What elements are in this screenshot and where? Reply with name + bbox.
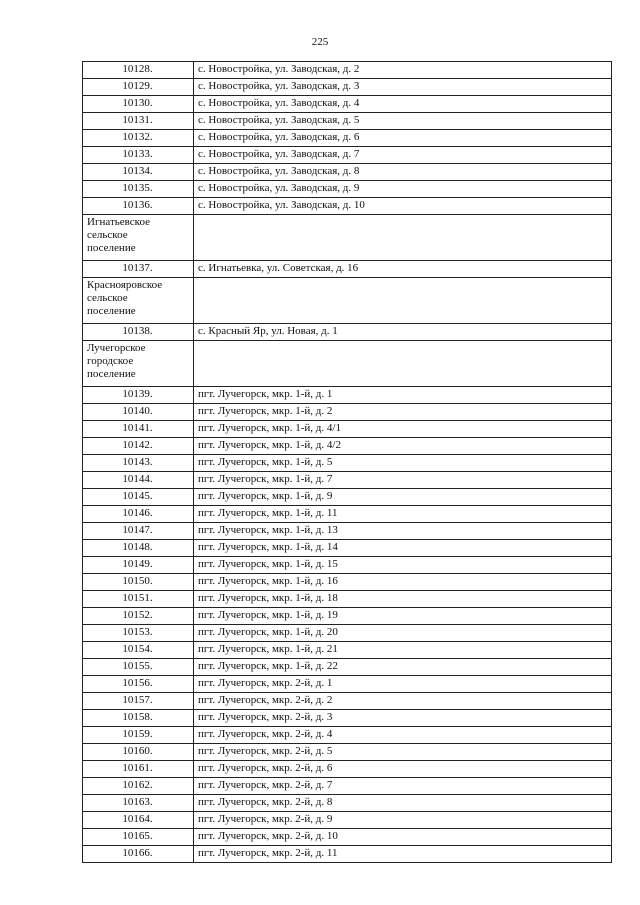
row-address: пгт. Лучегорск, мкр. 2-й, д. 10 xyxy=(194,829,612,846)
table-row xyxy=(83,79,612,96)
row-address: пгт. Лучегорск, мкр. 2-й, д. 3 xyxy=(194,710,612,727)
row-address: пгт. Лучегорск, мкр. 1-й, д. 7 xyxy=(194,472,612,489)
row-address: с. Новостройка, ул. Заводская, д. 9 xyxy=(194,181,612,198)
row-address: пгт. Лучегорск, мкр. 2-й, д. 4 xyxy=(194,727,612,744)
table-row xyxy=(83,761,612,778)
row-address: пгт. Лучегорск, мкр. 2-й, д. 7 xyxy=(194,778,612,795)
row-address: с. Новостройка, ул. Заводская, д. 6 xyxy=(194,130,612,147)
settlement-name-line: поселение xyxy=(87,368,136,380)
row-address: с. Игнатьевка, ул. Советская, д. 16 xyxy=(194,261,612,278)
table-row xyxy=(83,113,612,130)
row-number: 10143. xyxy=(83,455,194,472)
row-address: с. Новостройка, ул. Заводская, д. 5 xyxy=(194,113,612,130)
empty-cell xyxy=(194,215,612,261)
row-number: 10153. xyxy=(83,625,194,642)
row-number: 10147. xyxy=(83,523,194,540)
row-number: 10150. xyxy=(83,574,194,591)
settlement-name-line: сельское xyxy=(87,292,128,304)
table-row xyxy=(83,744,612,761)
settlement-name xyxy=(83,215,194,261)
row-number: 10134. xyxy=(83,164,194,181)
row-number: 10152. xyxy=(83,608,194,625)
row-address: с. Новостройка, ул. Заводская, д. 10 xyxy=(194,198,612,215)
table-row xyxy=(83,455,612,472)
row-address: с. Новостройка, ул. Заводская, д. 2 xyxy=(194,62,612,79)
settlement-name xyxy=(83,278,194,324)
table-row xyxy=(83,710,612,727)
table-row xyxy=(83,421,612,438)
row-number: 10151. xyxy=(83,591,194,608)
settlement-name-line: Лучегорское xyxy=(87,342,146,354)
row-number: 10164. xyxy=(83,812,194,829)
row-number: 10156. xyxy=(83,676,194,693)
table-row xyxy=(83,625,612,642)
table-row xyxy=(83,261,612,278)
table-row xyxy=(83,557,612,574)
empty-cell xyxy=(194,341,612,387)
row-number: 10128. xyxy=(83,62,194,79)
row-address: пгт. Лучегорск, мкр. 2-й, д. 2 xyxy=(194,693,612,710)
table-row xyxy=(83,812,612,829)
table-row xyxy=(83,795,612,812)
row-number: 10133. xyxy=(83,147,194,164)
section-row xyxy=(83,278,612,324)
table-row xyxy=(83,523,612,540)
row-address: с. Новостройка, ул. Заводская, д. 4 xyxy=(194,96,612,113)
row-number: 10157. xyxy=(83,693,194,710)
row-number: 10136. xyxy=(83,198,194,215)
table-row xyxy=(83,693,612,710)
row-address: пгт. Лучегорск, мкр. 1-й, д. 2 xyxy=(194,404,612,421)
table-row xyxy=(83,489,612,506)
table-row xyxy=(83,659,612,676)
row-number: 10142. xyxy=(83,438,194,455)
table-row xyxy=(83,438,612,455)
row-address: пгт. Лучегорск, мкр. 1-й, д. 9 xyxy=(194,489,612,506)
table-row xyxy=(83,676,612,693)
row-number: 10160. xyxy=(83,744,194,761)
row-address: пгт. Лучегорск, мкр. 2-й, д. 5 xyxy=(194,744,612,761)
page-number: 225 xyxy=(311,36,329,48)
row-address: пгт. Лучегорск, мкр. 2-й, д. 8 xyxy=(194,795,612,812)
row-address: пгт. Лучегорск, мкр. 2-й, д. 6 xyxy=(194,761,612,778)
table-row xyxy=(83,540,612,557)
address-table-body xyxy=(83,62,612,863)
row-address: пгт. Лучегорск, мкр. 1-й, д. 21 xyxy=(194,642,612,659)
row-number: 10135. xyxy=(83,181,194,198)
row-number: 10131. xyxy=(83,113,194,130)
row-number: 10129. xyxy=(83,79,194,96)
row-address: пгт. Лучегорск, мкр. 1-й, д. 14 xyxy=(194,540,612,557)
row-address: с. Новостройка, ул. Заводская, д. 8 xyxy=(194,164,612,181)
address-table xyxy=(82,61,612,863)
row-address: пгт. Лучегорск, мкр. 1-й, д. 11 xyxy=(194,506,612,523)
row-number: 10137. xyxy=(83,261,194,278)
row-number: 10141. xyxy=(83,421,194,438)
table-row xyxy=(83,147,612,164)
row-number: 10139. xyxy=(83,387,194,404)
settlement-name xyxy=(83,341,194,387)
row-address: пгт. Лучегорск, мкр. 2-й, д. 9 xyxy=(194,812,612,829)
row-address: пгт. Лучегорск, мкр. 1-й, д. 19 xyxy=(194,608,612,625)
settlement-name-line: сельское xyxy=(87,229,128,241)
row-address: с. Красный Яр, ул. Новая, д. 1 xyxy=(194,324,612,341)
row-number: 10161. xyxy=(83,761,194,778)
row-number: 10162. xyxy=(83,778,194,795)
table-row xyxy=(83,574,612,591)
row-number: 10163. xyxy=(83,795,194,812)
row-address: пгт. Лучегорск, мкр. 1-й, д. 22 xyxy=(194,659,612,676)
empty-cell xyxy=(194,278,612,324)
row-number: 10146. xyxy=(83,506,194,523)
table-row xyxy=(83,608,612,625)
table-row xyxy=(83,506,612,523)
settlement-name-line: поселение xyxy=(87,242,136,254)
settlement-name-line: Краснояровское xyxy=(87,279,163,291)
section-row xyxy=(83,341,612,387)
table-row xyxy=(83,198,612,215)
settlement-name-line: городское xyxy=(87,355,134,367)
table-row xyxy=(83,591,612,608)
row-address: пгт. Лучегорск, мкр. 1-й, д. 1 xyxy=(194,387,612,404)
row-number: 10130. xyxy=(83,96,194,113)
row-number: 10148. xyxy=(83,540,194,557)
row-address: пгт. Лучегорск, мкр. 2-й, д. 1 xyxy=(194,676,612,693)
settlement-name-line: поселение xyxy=(87,305,136,317)
table-row xyxy=(83,642,612,659)
row-address: пгт. Лучегорск, мкр. 1-й, д. 18 xyxy=(194,591,612,608)
table-row xyxy=(83,164,612,181)
row-address: пгт. Лучегорск, мкр. 1-й, д. 15 xyxy=(194,557,612,574)
row-address: пгт. Лучегорск, мкр. 1-й, д. 13 xyxy=(194,523,612,540)
row-number: 10154. xyxy=(83,642,194,659)
table-row xyxy=(83,96,612,113)
row-number: 10155. xyxy=(83,659,194,676)
row-number: 10158. xyxy=(83,710,194,727)
section-row xyxy=(83,215,612,261)
row-number: 10144. xyxy=(83,472,194,489)
row-number: 10149. xyxy=(83,557,194,574)
table-row xyxy=(83,472,612,489)
row-number: 10132. xyxy=(83,130,194,147)
table-row xyxy=(83,846,612,863)
row-number: 10166. xyxy=(83,846,194,863)
row-address: пгт. Лучегорск, мкр. 2-й, д. 11 xyxy=(194,846,612,863)
row-number: 10165. xyxy=(83,829,194,846)
table-row xyxy=(83,778,612,795)
table-row xyxy=(83,324,612,341)
table-row xyxy=(83,387,612,404)
row-address: пгт. Лучегорск, мкр. 1-й, д. 20 xyxy=(194,625,612,642)
row-address: пгт. Лучегорск, мкр. 1-й, д. 4/1 xyxy=(194,421,612,438)
row-number: 10138. xyxy=(83,324,194,341)
row-number: 10145. xyxy=(83,489,194,506)
row-number: 10140. xyxy=(83,404,194,421)
row-address: пгт. Лучегорск, мкр. 1-й, д. 16 xyxy=(194,574,612,591)
row-number: 10159. xyxy=(83,727,194,744)
table-row xyxy=(83,62,612,79)
table-row xyxy=(83,181,612,198)
table-row xyxy=(83,829,612,846)
table-row xyxy=(83,130,612,147)
table-row xyxy=(83,727,612,744)
table-row xyxy=(83,404,612,421)
row-address: с. Новостройка, ул. Заводская, д. 3 xyxy=(194,79,612,96)
settlement-name-line: Игнатьевское xyxy=(87,216,150,228)
row-address: пгт. Лучегорск, мкр. 1-й, д. 4/2 xyxy=(194,438,612,455)
row-address: пгт. Лучегорск, мкр. 1-й, д. 5 xyxy=(194,455,612,472)
row-address: с. Новостройка, ул. Заводская, д. 7 xyxy=(194,147,612,164)
